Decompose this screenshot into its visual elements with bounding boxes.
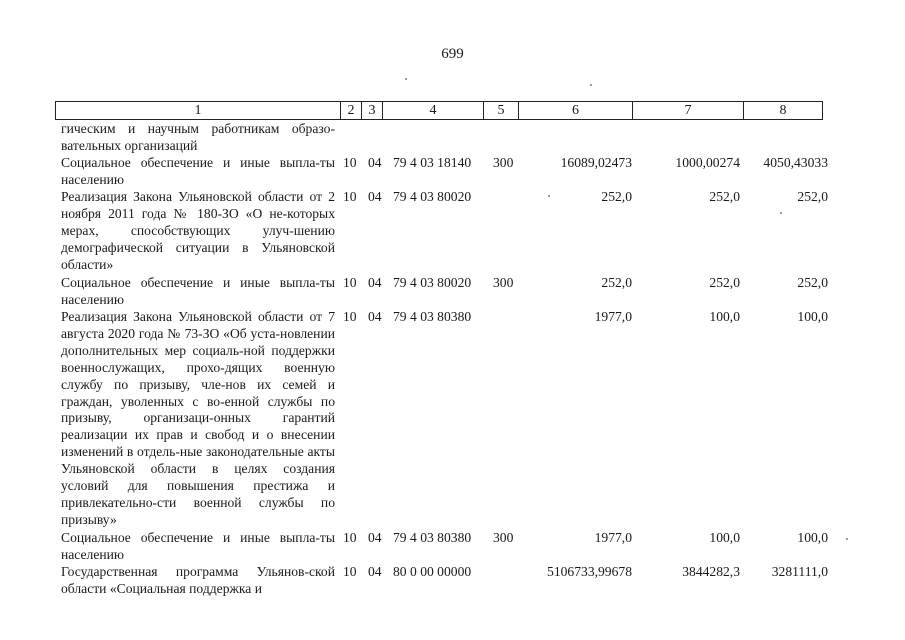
row-description: гическим и научным работникам образо-вательных организаций	[61, 121, 335, 153]
header-col-3: 3	[361, 102, 382, 119]
cell-target-code: 79 4 03 80020	[393, 189, 472, 204]
cell-target-code: 79 4 03 80380	[393, 309, 472, 324]
row-description: Государственная программа Ульянов-ской области «Социальная поддержка и	[61, 564, 335, 596]
cell-value-7: 100,0	[709, 309, 740, 324]
cell-value-6: 252,0	[601, 275, 632, 290]
cell-value-6: 252,0	[601, 189, 632, 204]
cell-value-8: 252,0	[797, 189, 828, 204]
cell-value-8: 100,0	[797, 530, 828, 545]
cell-expense-type: 300	[493, 530, 514, 545]
cell-value-6: 16089,02473	[560, 155, 632, 170]
cell-value-6: 5106733,99678	[547, 564, 632, 579]
cell-value-7: 1000,00274	[675, 155, 740, 170]
cell-subsection: 04	[368, 530, 382, 545]
cell-subsection: 04	[368, 275, 382, 290]
row-description: Социальное обеспечение и иные выпла-ты населению	[61, 530, 335, 562]
header-col-6: 6	[518, 102, 632, 119]
cell-section: 10	[343, 564, 357, 579]
cell-target-code: 80 0 00 00000	[393, 564, 472, 579]
cell-value-7: 3844282,3	[682, 564, 740, 579]
row-description: Социальное обеспечение и иные выпла-ты населению	[61, 155, 335, 187]
cell-target-code: 79 4 03 18140	[393, 155, 472, 170]
scan-speck	[780, 212, 782, 214]
header-col-1: 1	[194, 103, 202, 118]
header-col-4: 4	[382, 102, 483, 119]
header-col-7: 7	[632, 102, 743, 119]
page-number: 699	[441, 46, 464, 62]
cell-subsection: 04	[368, 309, 382, 324]
cell-value-8: 252,0	[797, 275, 828, 290]
cell-subsection: 04	[368, 155, 382, 170]
cell-expense-type: 300	[493, 275, 514, 290]
cell-section: 10	[343, 530, 357, 545]
cell-value-6: 1977,0	[594, 309, 632, 324]
cell-value-7: 252,0	[709, 275, 740, 290]
cell-value-8: 100,0	[797, 309, 828, 324]
cell-section: 10	[343, 189, 357, 204]
cell-subsection: 04	[368, 564, 382, 579]
scan-speck	[548, 195, 550, 197]
cell-section: 10	[343, 275, 357, 290]
header-col-5: 5	[483, 102, 518, 119]
scan-speck	[846, 538, 848, 540]
row-description: Социальное обеспечение и иные выпла-ты населению	[61, 275, 335, 307]
header-col-8: 8	[743, 102, 822, 119]
cell-expense-type: 300	[493, 155, 514, 170]
scan-speck	[590, 84, 592, 86]
cell-section: 10	[343, 309, 357, 324]
row-description: Реализация Закона Ульяновской области от 7 августа 2020 года № 73-ЗО «Об уста-новлении дополнительных мер социаль-ной поддержки военнослужащих, прохо-дящих военную службу по призыву, чле-нов их семей и граждан, уволенных с во-енной службы по призыву, организаци-онных гарантий реализации их прав и свобод и о внесении изменений в отдель-ные законодательные акты Ульяновской области в целях создания условий для повышения престижа и привлекательно-сти военной службы по призыву»	[61, 309, 335, 527]
cell-target-code: 79 4 03 80380	[393, 530, 472, 545]
cell-value-6: 1977,0	[594, 530, 632, 545]
scan-speck	[405, 78, 407, 80]
cell-value-7: 252,0	[709, 189, 740, 204]
cell-value-7: 100,0	[709, 530, 740, 545]
row-description: Реализация Закона Ульяновской области от 2 ноября 2011 года № 180-ЗО «О не-которых мерах, способствующих улуч-шению демографической ситуации в Ульяновской области»	[61, 189, 335, 272]
cell-target-code: 79 4 03 80020	[393, 275, 472, 290]
cell-section: 10	[343, 155, 357, 170]
cell-value-8: 3281111,0	[771, 564, 828, 579]
table-header	[55, 101, 823, 120]
cell-subsection: 04	[368, 189, 382, 204]
cell-value-8: 4050,43033	[763, 155, 828, 170]
header-col-2: 2	[340, 102, 361, 119]
